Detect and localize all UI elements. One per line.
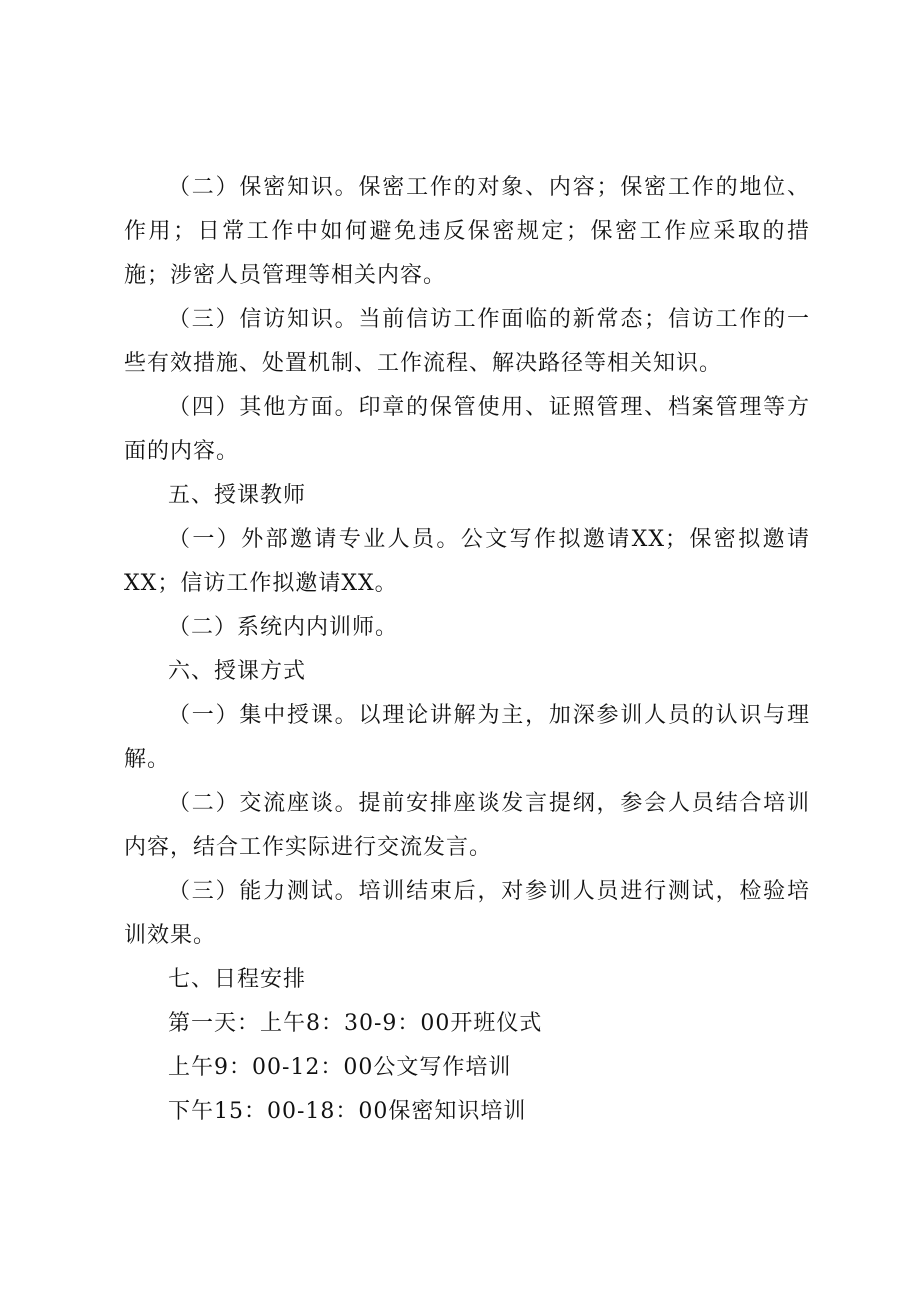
paragraph-secrecy-knowledge: （二）保密知识。保密工作的对象、内容；保密工作的地位、作用；日常工作中如何避免违反保密规定；保密工作应采取的措施；涉密人员管理等相关内容。 <box>124 175 810 288</box>
section-heading-schedule: 七、日程安排 <box>168 967 307 992</box>
paragraph-external-experts: （一）外部邀请专业人员。公文写作拟邀请XX；保密拟邀请XX；信访工作拟邀请XX。 <box>124 527 810 596</box>
paragraph-discussion-exchange: （二）交流座谈。提前安排座谈发言提纲，参会人员结合培训内容，结合工作实际进行交流发言。 <box>124 791 810 860</box>
schedule-item-writing-training: 上午9：00-12：00公文写作培训 <box>168 1055 512 1080</box>
section-heading-teaching-methods: 六、授课方式 <box>168 659 307 684</box>
paragraph-internal-trainers: （二）系统内内训师。 <box>168 615 399 640</box>
paragraph-petition-knowledge: （三）信访知识。当前信访工作面临的新常态；信访工作的一些有效措施、处置机制、工作流程、解决路径等相关知识。 <box>124 307 810 376</box>
schedule-item-secrecy-training: 下午15：00-18：00保密知识培训 <box>168 1099 527 1124</box>
schedule-item-opening: 第一天：上午8：30-9：00开班仪式 <box>168 1011 543 1036</box>
document-page <box>124 166 810 1134</box>
paragraph-ability-test: （三）能力测试。培训结束后，对参训人员进行测试，检验培训效果。 <box>124 879 810 948</box>
paragraph-centralized-lectures: （一）集中授课。以理论讲解为主，加深参训人员的认识与理解。 <box>124 703 810 772</box>
section-heading-instructors: 五、授课教师 <box>168 483 307 508</box>
paragraph-other-aspects: （四）其他方面。印章的保管使用、证照管理、档案管理等方面的内容。 <box>124 395 810 464</box>
